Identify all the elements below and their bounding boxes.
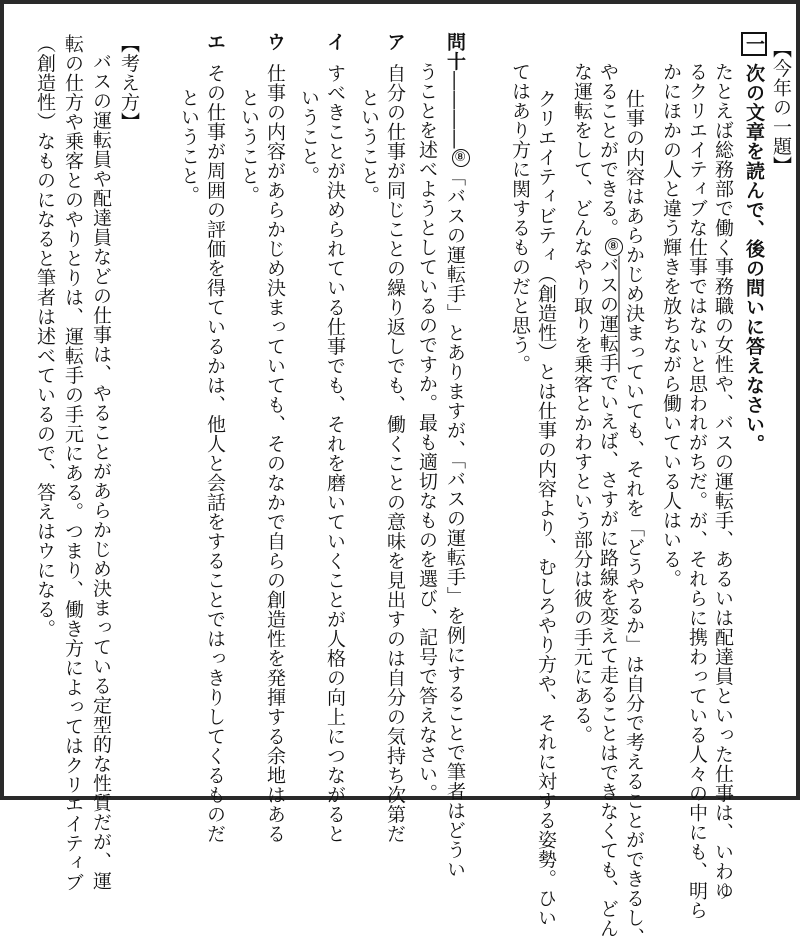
passage-line: たとえば総務部で働く事務職の女性や、バスの運転手、あるいは配達員といった仕事は、いわゆ [712, 62, 734, 901]
question-marker-8: ⑧ [452, 149, 470, 167]
explanation-line: 転の仕方や乗客とのやりとりは、運転手の手元にある。つまり、働き方によってはクリエイティブ [62, 34, 84, 892]
passage-line: な運転をして、どんなやり取りを乗客とかわすという部分は彼の手元にある。 [571, 62, 593, 745]
passage-line-tail: でいえば、さすがに路線を変えて走ることはできなくても、どん [597, 372, 619, 938]
header-title-text: 【今年の一題】 [770, 39, 792, 176]
choice-key: ア [384, 32, 406, 52]
choice-text: 自分の仕事が同じことの繰り返しでも、働くことの意味を見出すのは自分の気持ち次第だ [384, 63, 406, 844]
question-line [442, 32, 470, 879]
choice-e-cont: ということ。 [178, 88, 200, 205]
choice-a-cont: ということ。 [358, 88, 380, 205]
choice-key: イ [324, 32, 346, 52]
choice-i[interactable] [322, 32, 348, 844]
choice-i-cont: いうこと。 [298, 88, 320, 186]
passage-line-head: やることができる。 [597, 62, 619, 238]
choice-a[interactable] [382, 32, 408, 844]
choice-text: その仕事が周囲の評価を得ているかは、他人と会話をすることではっきりしてくるものだ [204, 63, 226, 844]
question-dash: ―――― [444, 71, 466, 149]
passage-line [595, 62, 623, 938]
instruction-line [741, 32, 767, 454]
underlined-bus-driver: バスの運転手 [597, 255, 619, 373]
choice-e[interactable] [202, 32, 228, 844]
choice-text: 仕事の内容があらかじめ決まっていても、そのなかで自らの創造性を発揮する余地はある [264, 63, 286, 844]
passage-line: クリエイティビティ（創造性）とは仕事の内容より、むしろやり方や、それに対する姿勢。ひい [535, 89, 557, 928]
choice-key: エ [204, 32, 226, 52]
choice-key: ウ [264, 32, 286, 52]
choice-u-cont: ということ。 [238, 88, 260, 205]
choice-text: すべきことが決められている仕事でも、それを磨いていくことが人格の向上につながると [324, 63, 346, 844]
explanation-line: （創造性）なものになると筆者は述べているので、答えはウになる。 [34, 34, 56, 639]
question-label: 問十 [444, 32, 466, 71]
marker-8: ⑧ [605, 238, 623, 256]
passage-line: るクリエイティブな仕事ではないと思われがちだ。が、それらに携わっている人々の中にも、明ら [686, 62, 708, 920]
choice-u[interactable] [262, 32, 288, 844]
explanation-line: バスの運転員や配達員などの仕事は、やることがあらかじめ決まっている定型的な性質だが、運 [90, 52, 112, 891]
explanation-title: 【考え方】 [118, 34, 140, 132]
passage-line: 仕事の内容はあらかじめ決まっていても、それを「どうやるか」は自分で考えることができるし、 [623, 89, 645, 947]
question-line-2: うことを述べようとしているのですか。最も適切なものを選び、記号で答えなさい。 [416, 62, 438, 803]
passage-line: てはあり方に関するものだと思う。 [509, 62, 531, 374]
header-title [768, 39, 794, 176]
passage-line: かにほかの人と違う輝きを放ちながら働いている人はいる。 [660, 62, 682, 589]
instruction-text: 次の文章を読んで、後の問いに答えなさい。 [743, 63, 765, 454]
section-mark: 一 [743, 34, 765, 54]
question-text: 「バスの運転手」とありますが、「バスの運転手」を例にすることで筆者はどうい [444, 167, 466, 879]
